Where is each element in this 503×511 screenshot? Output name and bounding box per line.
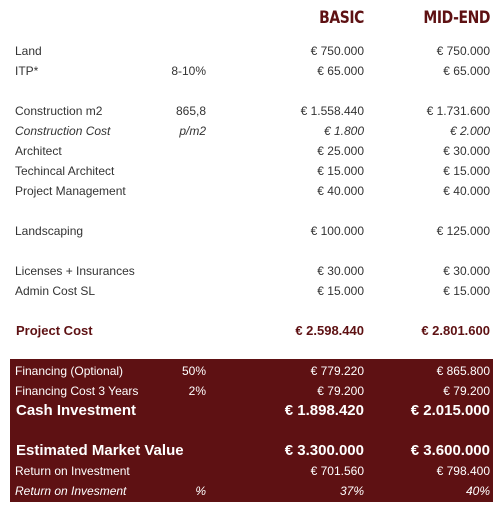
row-label: Licenses + Insurances (15, 264, 135, 278)
row-mid-value: € 30.000 (443, 264, 490, 278)
row-return-on-investment-percent (0, 481, 503, 501)
row-label: Land (15, 44, 42, 58)
row-basic-value: € 2.598.440 (295, 323, 364, 338)
row-basic-value: € 750.000 (310, 44, 364, 58)
row-basic-value: € 701.560 (310, 464, 364, 478)
row-label: Return on Investment (15, 464, 130, 478)
row-label: Project Management (15, 184, 126, 198)
row-mid-value: € 3.600.000 (410, 442, 490, 459)
row-mid-value: € 750.000 (436, 44, 490, 58)
row-basic-value: 37% (339, 484, 364, 498)
row-technical-architect (0, 161, 503, 181)
row-basic-value: € 779.220 (310, 364, 364, 378)
header-mid-end: MID-END (423, 8, 490, 28)
row-basic-value: € 100.000 (310, 224, 364, 238)
row-basic-value: € 1.558.440 (300, 104, 364, 118)
row-land (0, 41, 503, 61)
row-mid-value: € 30.000 (443, 144, 490, 158)
row-label: Construction Cost (15, 124, 111, 138)
row-cash-investment (0, 400, 503, 422)
row-estimated-market-value (0, 440, 503, 462)
row-mid-value: € 15.000 (443, 164, 490, 178)
row-param: p/m2 (179, 124, 206, 138)
row-label: ITP* (15, 64, 39, 78)
header-basic: BASIC (319, 8, 364, 28)
row-basic-value: € 25.000 (317, 144, 364, 158)
row-mid-value: € 65.000 (443, 64, 490, 78)
row-param: 8-10% (171, 64, 206, 78)
row-label: Techincal Architect (15, 164, 115, 178)
row-label: Architect (15, 144, 62, 158)
row-mid-value: € 15.000 (443, 284, 490, 298)
row-licenses-insurances (0, 261, 503, 281)
row-mid-value: € 2.015.000 (410, 402, 490, 419)
row-mid-value: € 125.000 (436, 224, 490, 238)
row-basic-value: € 3.300.000 (284, 442, 364, 459)
row-label: Landscaping (15, 224, 84, 238)
row-mid-value: € 798.400 (436, 464, 490, 478)
row-basic-value: € 1.898.420 (284, 402, 364, 419)
row-architect (0, 141, 503, 161)
row-mid-value: € 79.200 (443, 384, 490, 398)
row-construction-cost (0, 121, 503, 141)
row-mid-value: € 40.000 (443, 184, 490, 198)
row-mid-value: 40% (465, 484, 490, 498)
row-construction-m2 (0, 101, 503, 121)
row-label: Admin Cost SL (15, 284, 96, 298)
row-admin-cost (0, 281, 503, 301)
row-label: Estimated Market Value (16, 442, 184, 459)
row-label: Financing Cost 3 Years (15, 384, 139, 398)
row-project-cost (0, 321, 503, 341)
row-param: 2% (188, 384, 206, 398)
row-return-on-investment (0, 461, 503, 481)
row-param: % (195, 484, 206, 498)
row-financing (0, 361, 503, 381)
row-mid-value: € 2.801.600 (421, 323, 490, 338)
row-param: 865,8 (175, 104, 206, 118)
row-mid-value: € 2.000 (449, 124, 490, 138)
row-mid-value: € 865.800 (436, 364, 490, 378)
row-label: Construction m2 (15, 104, 103, 118)
row-mid-value: € 1.731.600 (426, 104, 490, 118)
row-basic-value: € 65.000 (317, 64, 364, 78)
row-basic-value: € 79.200 (317, 384, 364, 398)
row-label: Financing (Optional) (15, 364, 124, 378)
row-basic-value: € 15.000 (317, 164, 364, 178)
row-project-management (0, 181, 503, 201)
row-label: Project Cost (16, 323, 93, 338)
row-basic-value: € 15.000 (317, 284, 364, 298)
row-basic-value: € 1.800 (323, 124, 364, 138)
row-financing-cost (0, 381, 503, 401)
row-label: Return on Invesment (15, 484, 127, 498)
row-label: Cash Investment (16, 402, 137, 419)
row-basic-value: € 40.000 (317, 184, 364, 198)
row-itp (0, 61, 503, 81)
row-basic-value: € 30.000 (317, 264, 364, 278)
row-landscaping (0, 221, 503, 241)
row-param: 50% (181, 364, 206, 378)
